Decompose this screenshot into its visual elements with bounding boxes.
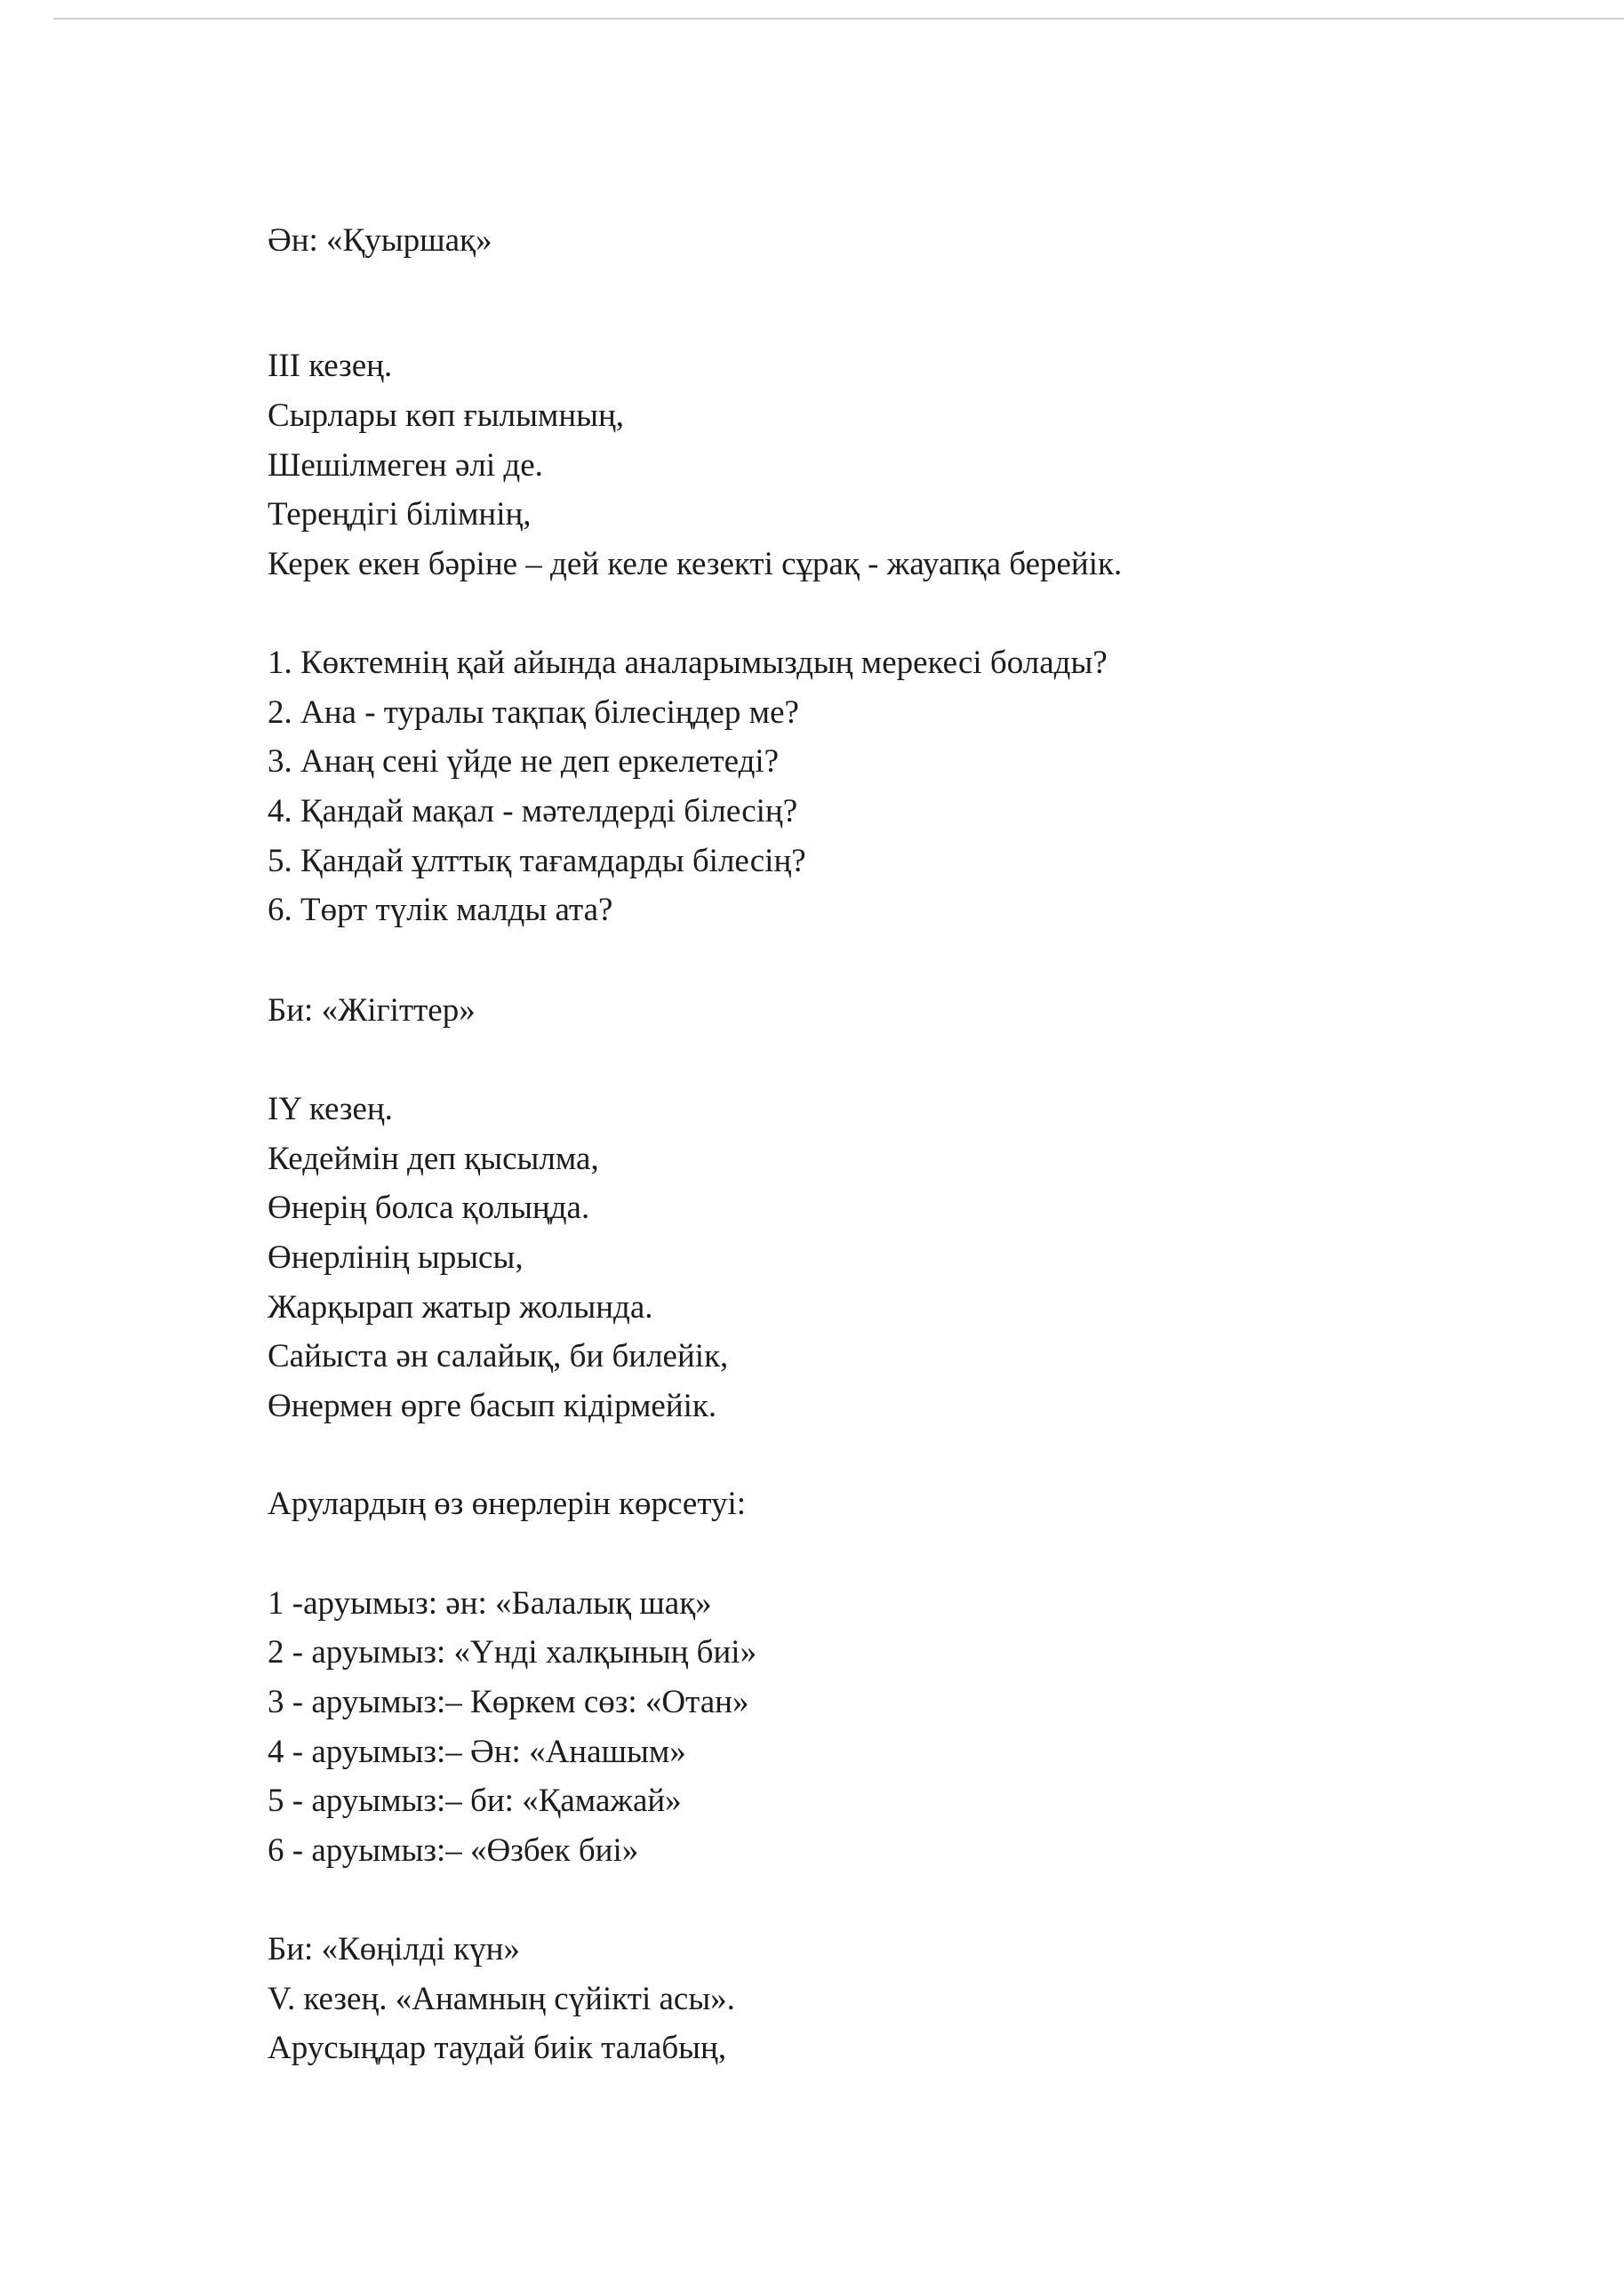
- question-item: 1. Көктемнің қай айында аналарымыздың мерекесі болады?: [268, 645, 1108, 681]
- poem-line: Өнерің болса қолыңда.: [268, 1190, 590, 1226]
- song-heading: Ән: «Қуыршақ»: [268, 222, 492, 259]
- performances-heading: Арулардың өз өнерлерін көрсетуі:: [268, 1486, 747, 1522]
- poem-line: Керек екен бәріне – дей келе кезекті сұрақ - жауапқа берейік.: [268, 546, 1123, 582]
- performance-item: 6 - аруымыз:– «Өзбек биі»: [268, 1832, 639, 1869]
- performance-item: 3 - аруымыз:– Көркем сөз: «Отан»: [268, 1684, 749, 1720]
- stage-3-heading: III кезең.: [268, 348, 393, 384]
- poem-line: Өнермен өрге басып кідірмейік.: [268, 1388, 717, 1424]
- dance-heading: Би: «Көңілді күн»: [268, 1931, 520, 1967]
- poem-line: Кедеймін деп қысылма,: [268, 1141, 599, 1177]
- question-item: 5. Қандай ұлттық тағамдарды білесің?: [268, 843, 806, 879]
- performance-item: 1 -аруымыз: ән: «Балалық шақ»: [268, 1585, 712, 1622]
- dance-heading: Би: «Жігіттер»: [268, 992, 476, 1029]
- performance-item: 2 - аруымыз: «Үнді халқының биі»: [268, 1634, 757, 1671]
- question-item: 2. Ана - туралы тақпақ білесіңдер ме?: [268, 694, 799, 731]
- poem-line: Сырлары көп ғылымның,: [268, 397, 625, 434]
- scan-edge-line: [53, 18, 1624, 20]
- question-item: 6. Төрт түлік малды ата?: [268, 892, 613, 928]
- poem-line: Тереңдігі білімнің,: [268, 496, 532, 533]
- poem-line: Өнерлінің ырысы,: [268, 1239, 524, 1276]
- stage-5-heading: V. кезең. «Анамның сүйікті асы».: [268, 1981, 735, 2017]
- poem-line: Шешілмеген әлі де.: [268, 447, 543, 484]
- performance-item: 4 - аруымыз:– Ән: «Анашым»: [268, 1734, 686, 1770]
- poem-line: Жарқырап жатыр жолында.: [268, 1289, 653, 1326]
- poem-line: Арусыңдар таудай биік талабың,: [268, 2030, 727, 2066]
- poem-line: Сайыста ән салайық, би билейік,: [268, 1338, 729, 1374]
- performance-item: 5 - аруымыз:– би: «Қамажай»: [268, 1783, 682, 1819]
- stage-4-heading: IY кезең.: [268, 1091, 393, 1127]
- question-item: 3. Анаң сені үйде не деп еркелетеді?: [268, 743, 780, 780]
- question-item: 4. Қандай мақал - мәтелдерді білесің?: [268, 793, 798, 829]
